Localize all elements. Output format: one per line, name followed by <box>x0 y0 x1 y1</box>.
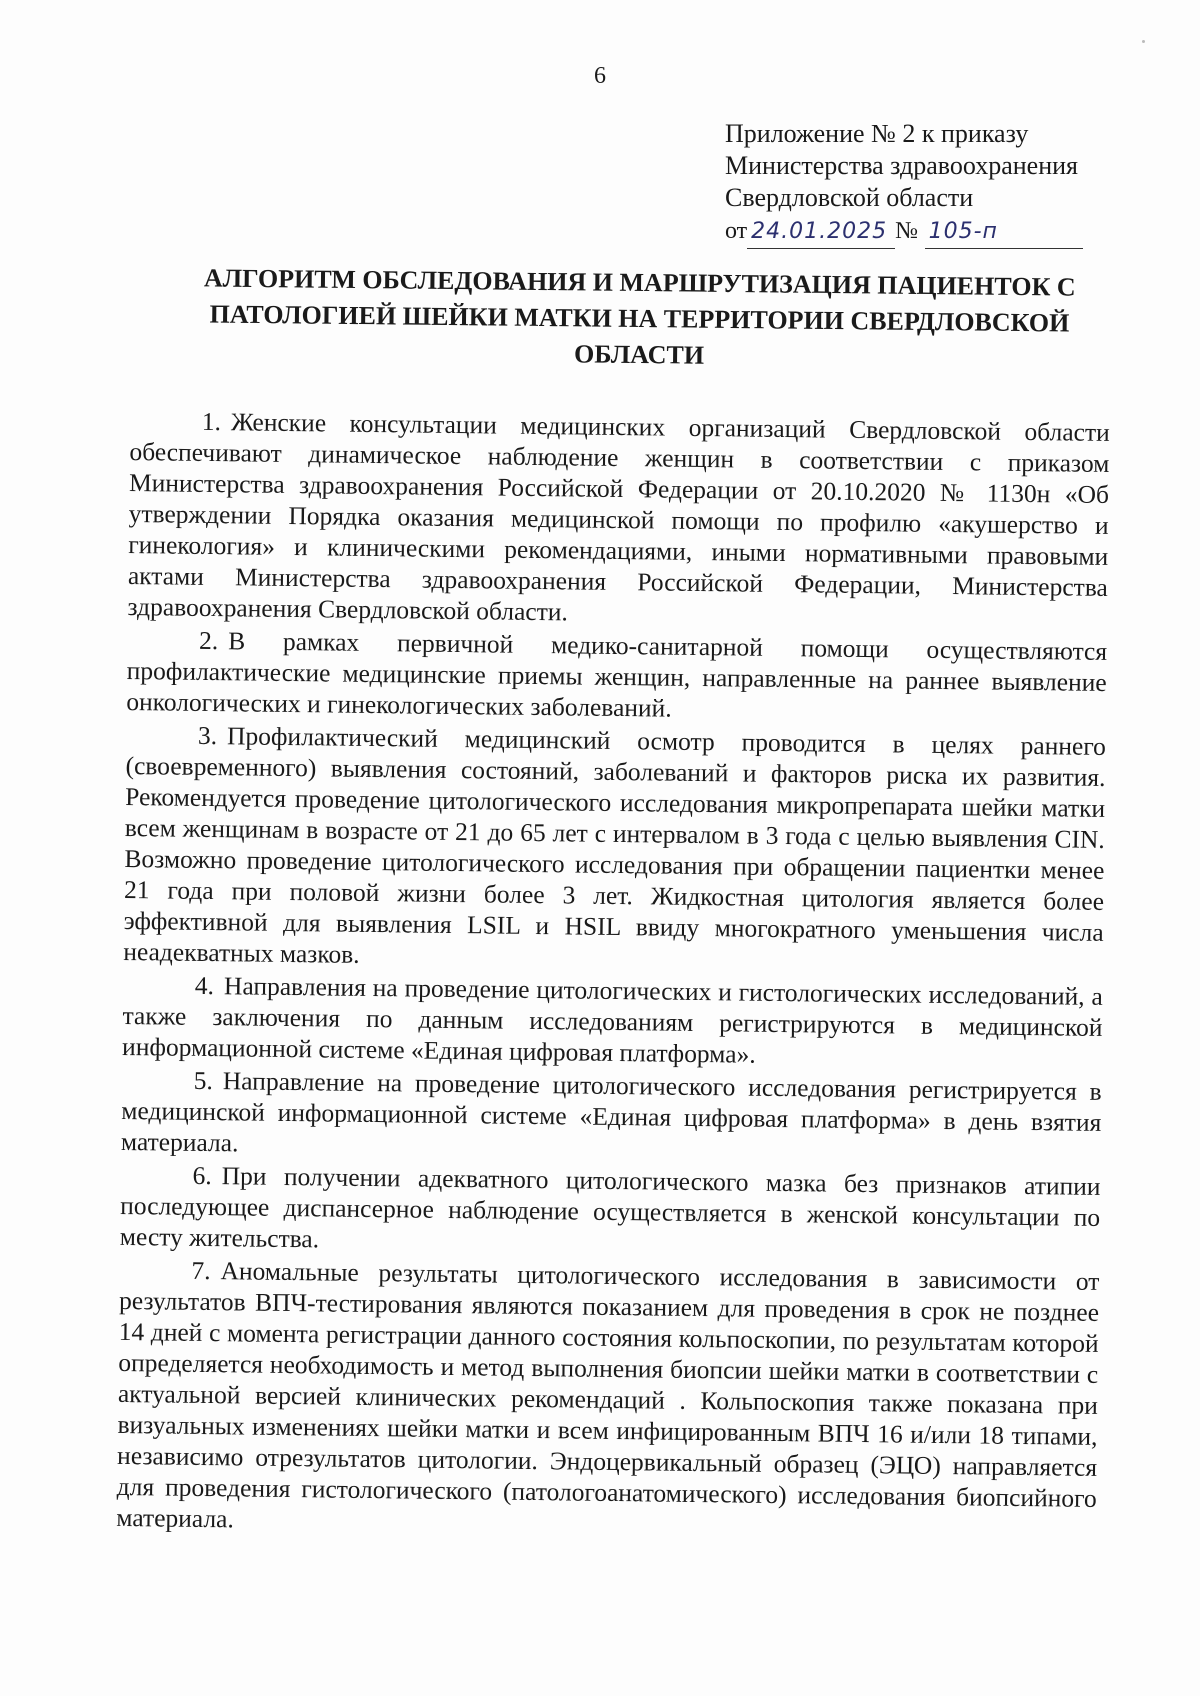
paragraph-text: Аномальные результаты цитологического исследования в зависимости от результатов ВПЧ-тестирования являются показанием для проведения в срок не позднее 14 дней с момента регистрации данного состояния кольпоскопии, по результатам которой определяется необходимость и метод выполнения биопсии шейки матки в соответствии с актуальной версией клинических рекомендаций . Кольпоскопия также показана при визуальных изменениях шейки матки и всем инфицированным ВПЧ 16 и/или 18 типами, независимо отрезультатов цитологии. Эндоцервикальный образец (ЭЦО) направляется для проведения гистологического (патологоанатомического) исследования биопсийного материала. <box>116 1256 1100 1534</box>
paragraph-number: 4. <box>194 970 215 1001</box>
paragraph-1 <box>127 405 1110 634</box>
paragraph-6 <box>120 1159 1101 1264</box>
paragraph-5 <box>121 1064 1102 1169</box>
paragraph-number: 7. <box>191 1255 211 1286</box>
handwritten-order-number: 105-п <box>925 216 1083 249</box>
paragraph-text: Профилактический медицинский осмотр проводится в целях раннего (своевременного) выявления состояний, заболеваний и факторов риска их развития. Рекомендуется проведение цитологического исследования микропрепарата шейки матки всем женщинам в возрасте от 21 до 65 лет с интервалом в 3 года с целью выявления CIN. Возможно проведение цитологического исследования при обращении пациентки менее 21 года при половой жизни более 3 лет. Жидкостная цитология является более эффективной для выявления LSIL и HSIL ввиду многократного уменьшения числа неадекватных мазков. <box>123 721 1107 969</box>
document-body <box>116 405 1110 1547</box>
paragraph-text: Направление на проведение цитологического исследования регистрируется в медицинской информационной системе «Единая цифровая платформа» в день взятия материала. <box>120 1066 1102 1158</box>
paragraph-text: В рамках первичной медико-санитарной помощи осуществляются профилактические медицинские приемы женщин, направленные на раннее выявление онкологических и гинекологических заболеваний. <box>126 626 1108 723</box>
appendix-line-3: Свердловской области <box>725 183 974 212</box>
paragraph-number: 2. <box>198 625 219 656</box>
appendix-line-1: Приложение № 2 к приказу <box>725 119 1029 148</box>
paragraph-number: 1. <box>201 406 222 437</box>
appendix-line-2: Министерства здравоохранения <box>725 151 1078 180</box>
number-prefix: № <box>895 218 919 244</box>
paragraph-text: Женские консультации медицинских организаций Свердловской области обеспечивают динамическое наблюдение женщин в соответствии с приказом Министерства здравоохранения Российской Федерации от 20.10.2020 № 1130н «Об утверждении Порядка оказания медицинской помощи по профилю «акушерство и гинекология» и клиническими рекомендациями, иными нормативными правовыми актами Министерства здравоохранения Российской Федерации, Министерства здравоохранения Свердловской области. <box>127 407 1110 627</box>
paragraph-4 <box>122 969 1103 1074</box>
document-title: АЛГОРИТМ ОБСЛЕДОВАНИЯ И МАРШРУТИЗАЦИЯ ПАЦИЕНТОК С ПАТОЛОГИЕЙ ШЕЙКИ МАТКИ НА ТЕРРИТОРИИ СВЕРДЛОВСКОЙ ОБЛАСТИ <box>203 263 1076 370</box>
scan-speck <box>1142 40 1145 43</box>
paragraph-number: 5. <box>193 1065 214 1096</box>
handwritten-date: 24.01.2025 <box>747 216 895 249</box>
paragraph-2 <box>126 624 1107 729</box>
paragraph-text: При получении адекватного цитологического мазка без признаков атипии последующее диспансерное наблюдение осуществляется в женской консультации по месту жительства. <box>119 1161 1101 1254</box>
paragraph-7 <box>116 1254 1099 1545</box>
appendix-block <box>725 118 1125 250</box>
order-date-number-line <box>725 214 1125 250</box>
paragraph-number: 6. <box>192 1160 212 1191</box>
date-prefix: от <box>725 218 748 244</box>
paragraph-number: 3. <box>197 720 218 751</box>
page-number: 6 <box>594 63 606 89</box>
paragraph-3 <box>123 719 1106 979</box>
paragraph-text: Направления на проведение цитологических и гистологических исследований, а также заключения по данным исследованиям регистрируются в медицинской информационной системе «Единая цифровая платформа». <box>121 971 1104 1069</box>
